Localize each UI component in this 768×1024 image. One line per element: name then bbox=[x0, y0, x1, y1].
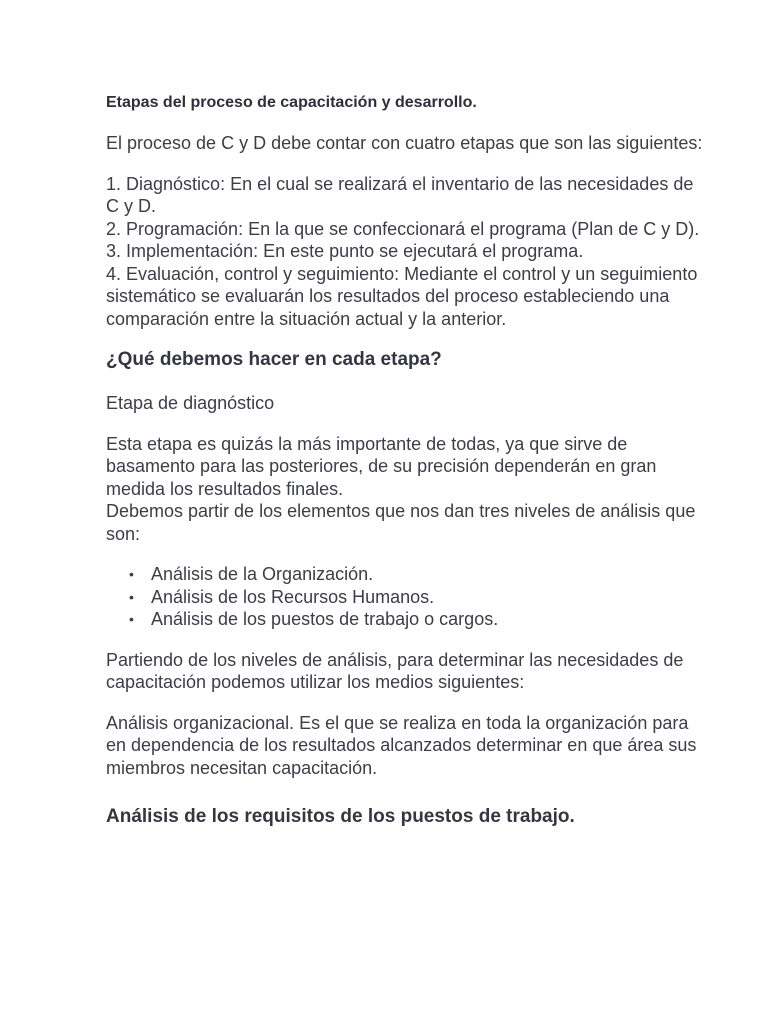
step-item: 2. Programación: En la que se confeccionará el programa (Plan de C y D). bbox=[106, 218, 700, 239]
diagnostic-paragraph: Debemos partir de los elementos que nos dan tres niveles de análisis que son: bbox=[106, 501, 696, 544]
list-item bbox=[129, 586, 708, 609]
bullet-icon: • bbox=[129, 588, 134, 605]
list-item-label: Análisis de la Organización. bbox=[151, 564, 374, 584]
step-item: 3. Implementación: En este punto se ejecutará el programa. bbox=[106, 241, 584, 261]
step-item: 4. Evaluación, control y seguimiento: Mediante el control y un seguimiento sistemático se evaluarán los resultados del proceso estableciendo una comparación entre la situación actual y la anterior. bbox=[106, 263, 698, 329]
step-item: 1. Diagnóstico: En el cual se realizará el inventario de las necesidades de C y D. bbox=[106, 173, 694, 216]
diagnostic-paragraph: Esta etapa es quizás la más importante de todas, ya que sirve de basamento para las posteriores, de su precisión dependerán en gran medida los resultados finales. bbox=[106, 433, 657, 499]
section-heading-job-requirements: Análisis de los requisitos de los puestos de trabajo. bbox=[106, 806, 575, 827]
analysis-levels-list bbox=[106, 563, 708, 631]
list-item bbox=[129, 563, 708, 586]
intro-paragraph: El proceso de C y D debe contar con cuatro etapas que son las siguientes: bbox=[106, 133, 703, 153]
list-item-label: Análisis de los Recursos Humanos. bbox=[151, 586, 435, 607]
diagnostic-heading: Etapa de diagnóstico bbox=[106, 393, 275, 413]
list-item bbox=[129, 608, 708, 631]
organizational-analysis-paragraph: Análisis organizacional. Es el que se realiza en toda la organización para en dependencia de los resultados alcanzados determinar en que área sus miembros necesitan capacitación. bbox=[106, 712, 697, 778]
steps-list bbox=[106, 173, 708, 331]
section-heading-question: ¿Qué debemos hacer en cada etapa? bbox=[106, 349, 442, 370]
list-item-label: Análisis de los puestos de trabajo o cargos. bbox=[151, 609, 499, 629]
diagnostic-block bbox=[106, 433, 708, 546]
bullet-icon: • bbox=[129, 566, 134, 582]
document-title: Etapas del proceso de capacitación y desarrollo. bbox=[106, 94, 477, 111]
bullet-icon: • bbox=[129, 611, 134, 627]
means-paragraph: Partiendo de los niveles de análisis, para determinar las necesidades de capacitación podemos utilizar los medios siguientes: bbox=[106, 649, 684, 692]
